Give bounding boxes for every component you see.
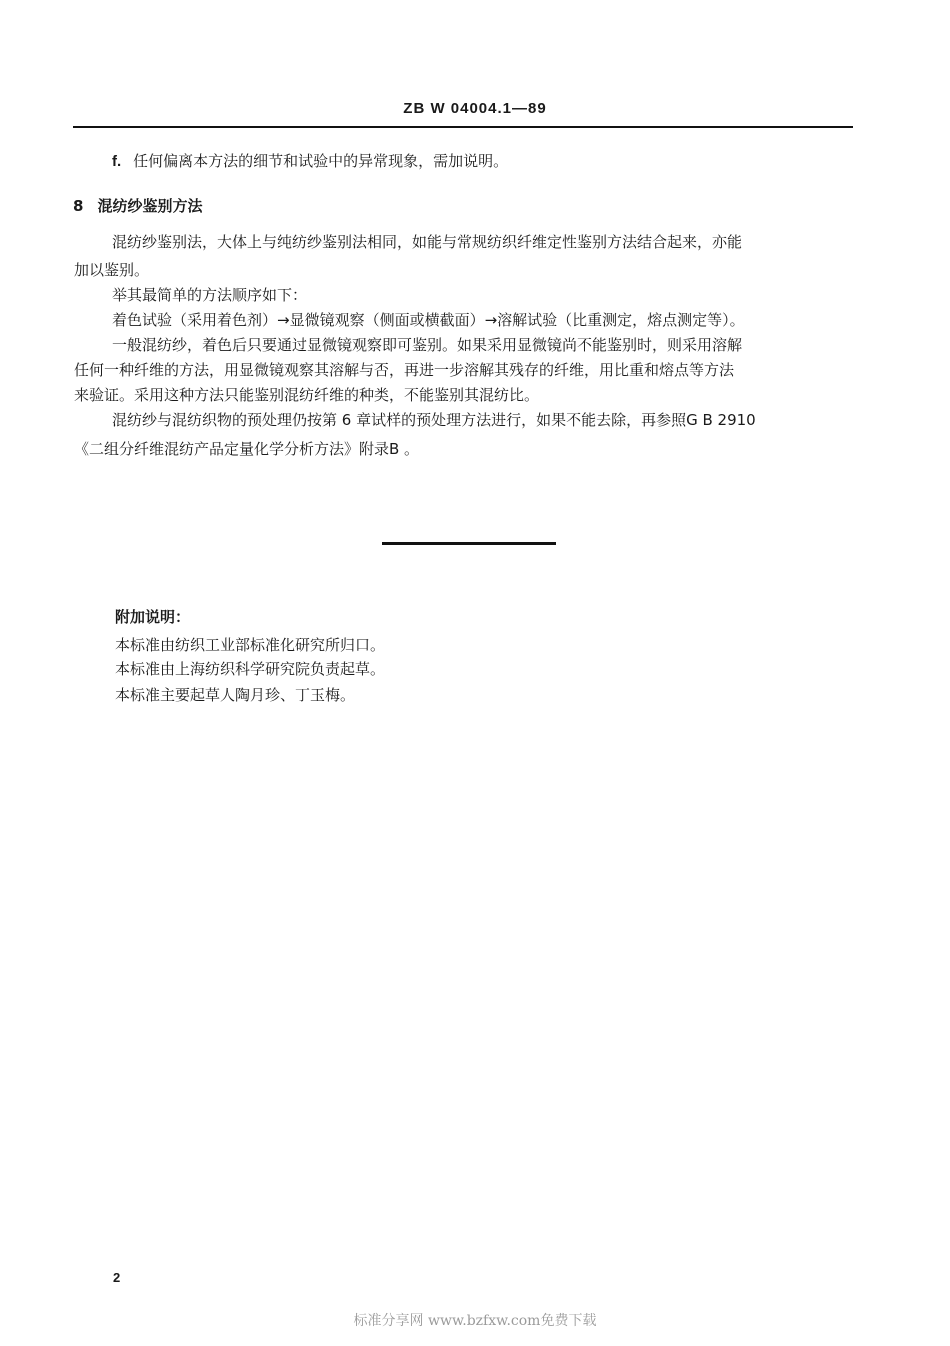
section-heading: [73, 195, 202, 216]
paragraph-line: 着色试验（采用着色剂）→显微镜观察（侧面或横截面）→溶解试验（比重测定，熔点测定等）。: [112, 311, 745, 329]
note-line: 本标准由上海纺织科学研究院负责起草。: [115, 660, 386, 678]
header-rule: [73, 126, 853, 128]
paragraph-line: 来验证。采用这种方法只能鉴别混纺纤维的种类，不能鉴别其混纺比。: [74, 386, 540, 404]
paragraph-line: 加以鉴别。: [74, 261, 150, 279]
list-item-text: 任何偏离本方法的细节和试验中的异常现象，需加说明。: [133, 152, 509, 170]
paragraph-line: 混纺纱与混纺织物的预处理仍按第 6 章试样的预处理方法进行，如果不能去除，再参照G B 2910: [112, 411, 756, 429]
paragraph-line: 任何一种纤维的方法，用显微镜观察其溶解与否，再进一步溶解其残存的纤维，用比重和熔点等方法: [74, 361, 735, 379]
section-number: 8: [73, 197, 84, 215]
paragraph-line: 混纺纱鉴别法，大体上与纯纺纱鉴别法相同，如能与常规纺织纤维定性鉴别方法结合起来，亦能: [112, 233, 743, 251]
paragraph-line: 举其最简单的方法顺序如下：: [112, 286, 308, 304]
note-line: 本标准由纺织工业部标准化研究所归口。: [115, 636, 386, 654]
section-title: 混纺纱鉴别方法: [97, 197, 203, 215]
watermark-footer: 标准分享网 www.bzfxw.com免费下载: [353, 1313, 597, 1329]
list-item-f: [112, 152, 508, 171]
note-line: 本标准主要起草人陶月珍、丁玉梅。: [115, 686, 356, 704]
notes-title: 附加说明：: [115, 608, 191, 626]
standard-number-header: ZB W 04004.1—89: [403, 100, 547, 117]
end-of-text-rule: [382, 542, 556, 545]
page-number: 2: [113, 1270, 121, 1285]
paragraph-line: 一般混纺纱，着色后只要通过显微镜观察即可鉴别。如果采用显微镜尚不能鉴别时，则采用溶解: [112, 336, 743, 354]
paragraph-line: 《二组分纤维混纺产品定量化学分析方法》附录B 。: [74, 440, 420, 458]
list-item-label: f.: [112, 153, 122, 170]
